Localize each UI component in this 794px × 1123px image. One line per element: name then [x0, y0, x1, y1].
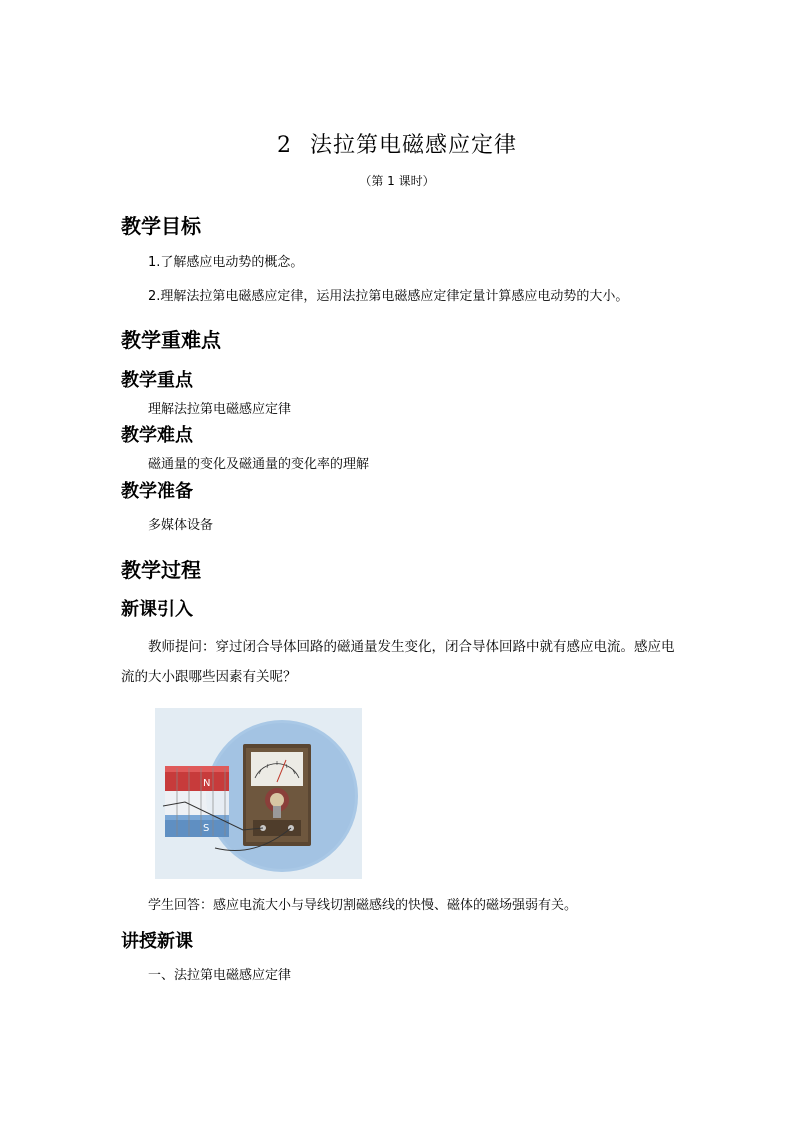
title-text: 法拉第电磁感应定律 [309, 133, 517, 158]
document-title [0, 128, 794, 159]
difficulty-text: 磁通量的变化及磁通量的变化率的理解 [148, 457, 370, 472]
heading-key-points: 教学重难点 [121, 328, 221, 352]
focus-text: 理解法拉第电磁感应定律 [148, 402, 292, 417]
title-number: 2 [276, 133, 292, 158]
magnet-south-label: S [203, 823, 210, 834]
heading-objectives: 教学目标 [121, 214, 201, 238]
heading-intro: 新课引入 [121, 599, 193, 620]
heading-difficulty: 教学难点 [121, 425, 193, 446]
heading-preparation: 教学准备 [121, 481, 193, 502]
heading-process: 教学过程 [121, 558, 201, 582]
intro-answer: 学生回答：感应电流大小与导线切割磁感线的快慢、磁体的磁场强弱有关。 [148, 898, 578, 913]
experiment-figure [155, 708, 362, 879]
new-lesson-item: 一、法拉第电磁感应定律 [148, 968, 292, 983]
galvanometer-magnet-illustration [155, 708, 362, 879]
intro-question: 教师提问：穿过闭合导体回路的磁通量发生变化，闭合导体回路中就有感应电流。感应电流的大小跟哪些因素有关呢？ [121, 639, 675, 685]
preparation-text: 多媒体设备 [148, 518, 214, 533]
magnet-north-label: N [203, 778, 211, 789]
lesson-subtitle: （第 1 课时） [359, 174, 435, 188]
objective-item-1: 1.了解感应电动势的概念。 [148, 255, 304, 270]
heading-focus: 教学重点 [121, 370, 193, 391]
heading-new-lesson: 讲授新课 [121, 931, 193, 952]
objective-item-2: 2.理解法拉第电磁感应定律，运用法拉第电磁感应定律定量计算感应电动势的大小。 [148, 289, 629, 304]
